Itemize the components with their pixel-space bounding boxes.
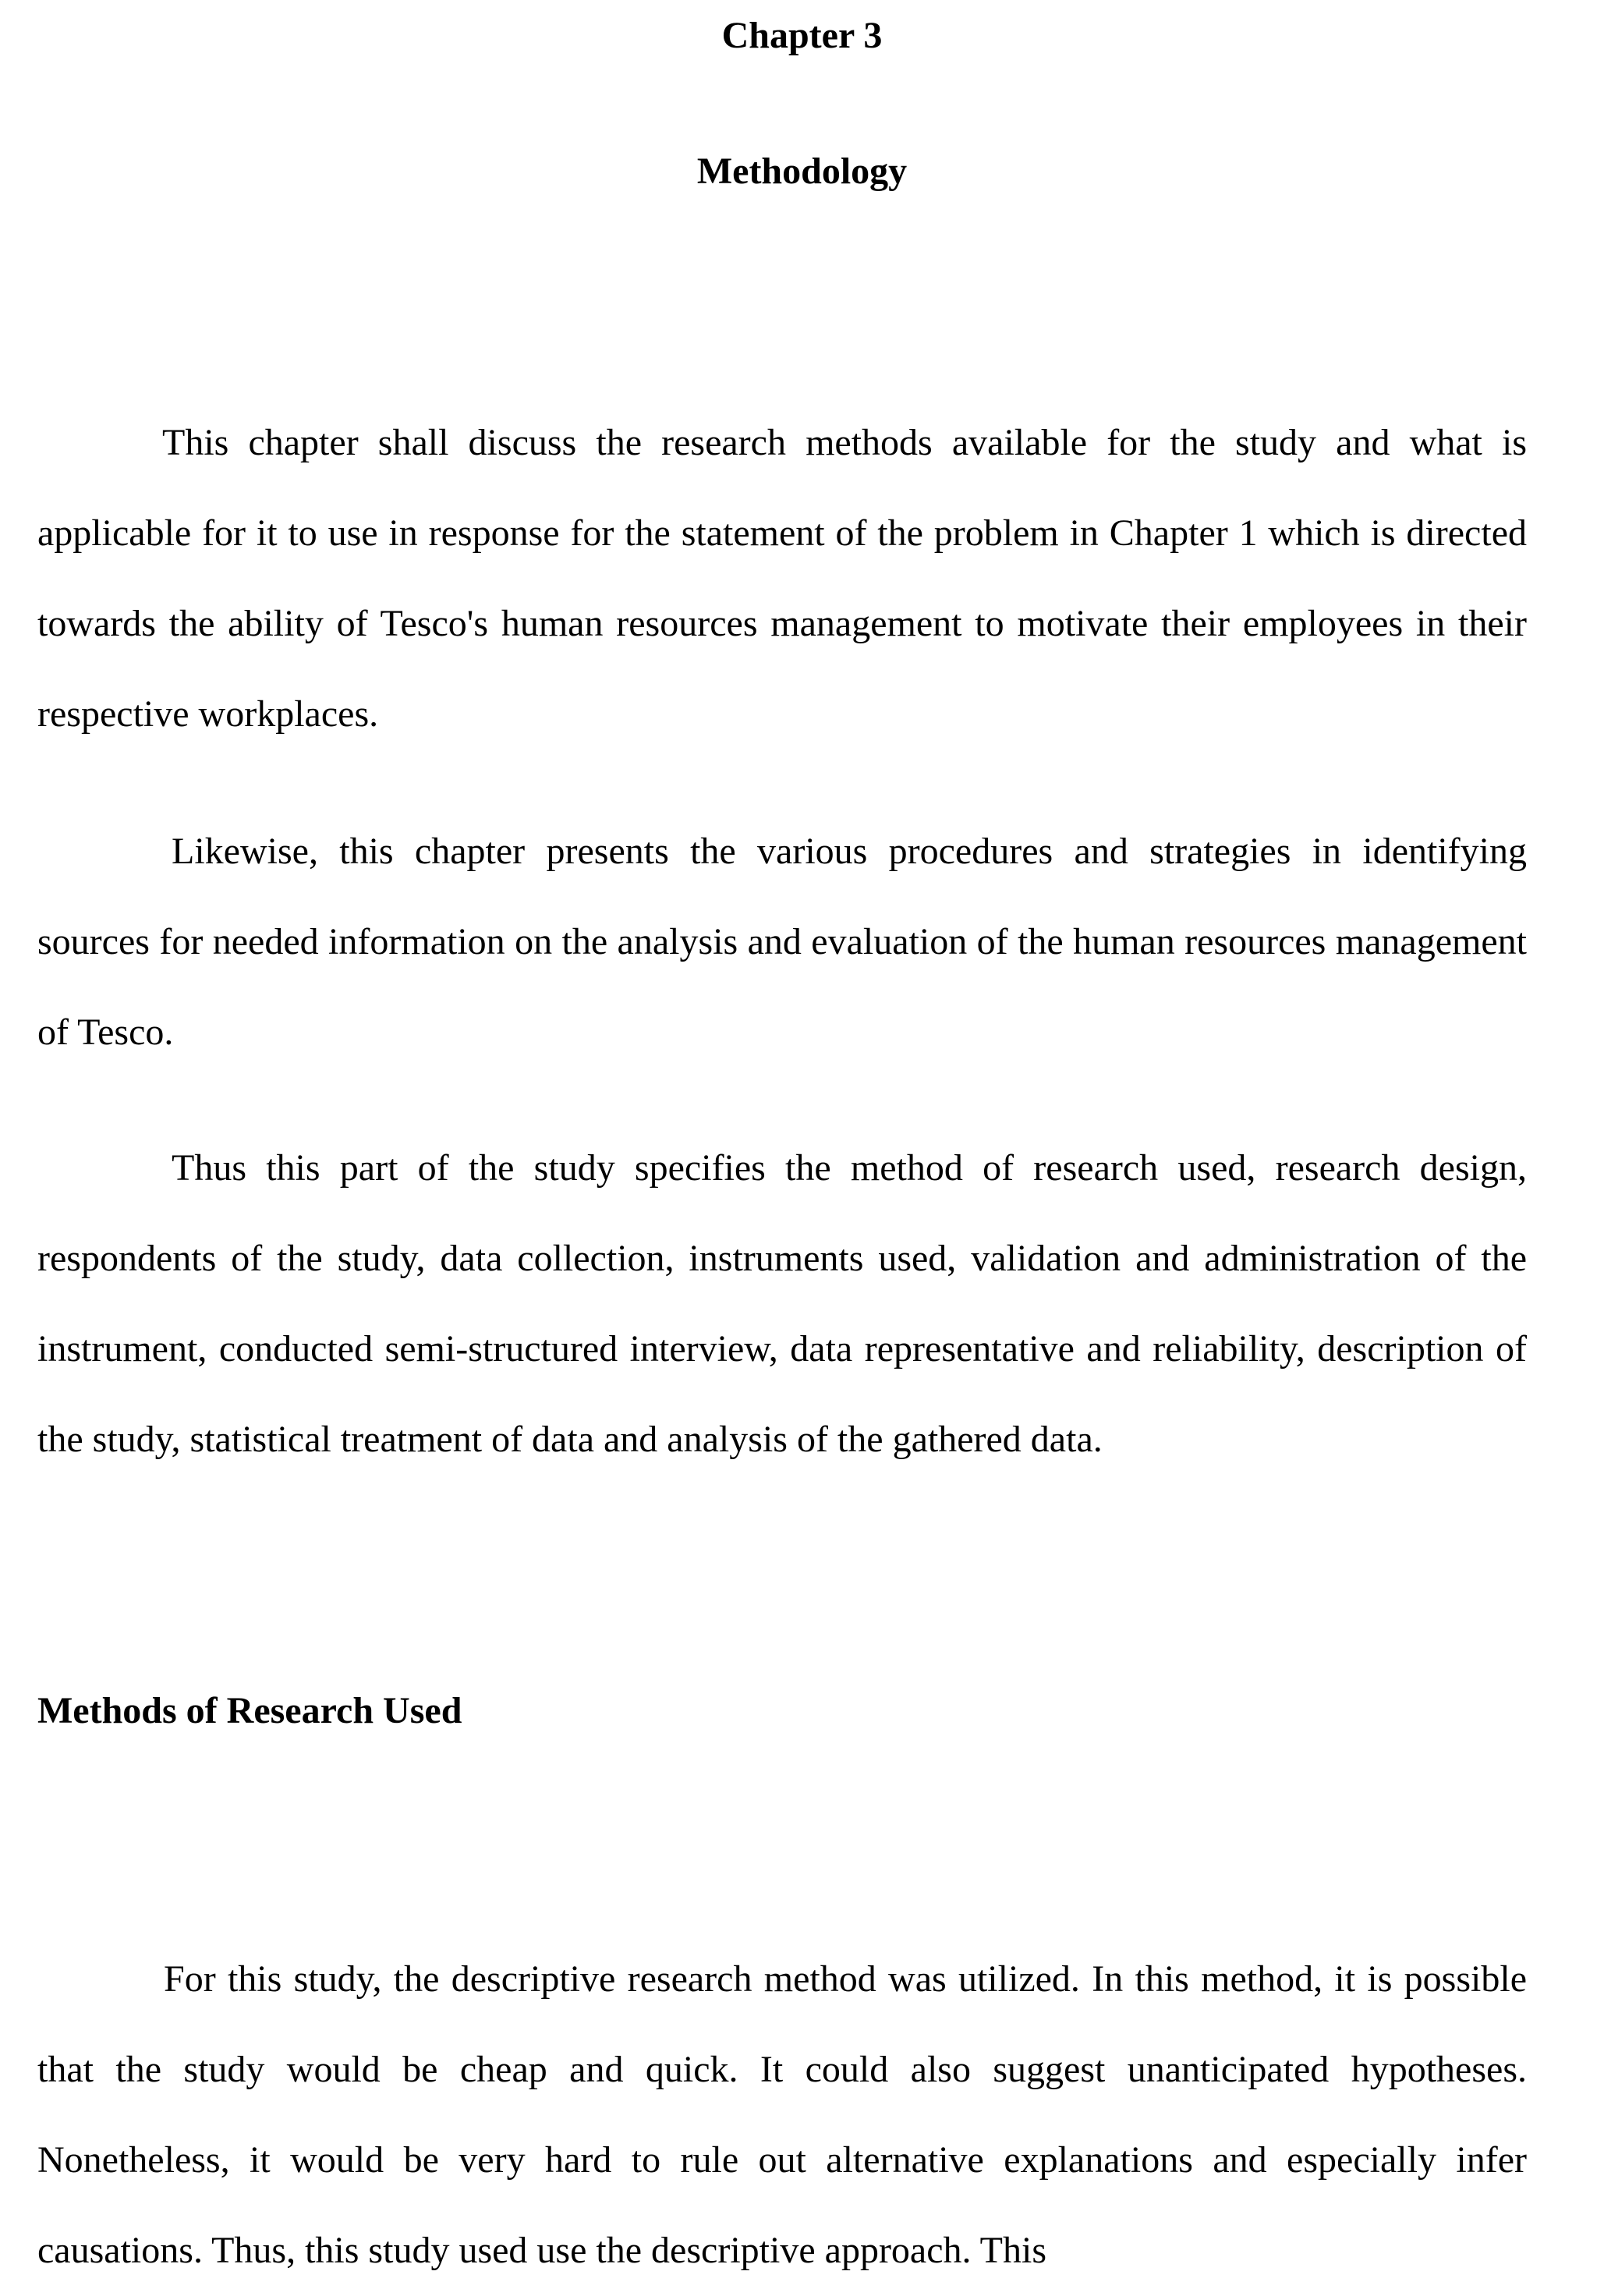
- paragraph-intro: This chapter shall discuss the research methods available for the study and what is applicable for it to use in response for the statement of the problem in Chapter 1 which is directed towards the ability of Tesco's human resources management to motivate their employees in their respective workplaces.: [37, 422, 1527, 735]
- paragraph-methods: For this study, the descriptive research method was utilized. In this method, it is possible that the study would be cheap and quick. It could also suggest unanticipated hypotheses. Nonetheless, it would be very hard to rule out alternative explanations and especially infer causations. Thus, this study used use the descriptive approach. This: [37, 1958, 1527, 2271]
- paragraph-procedures: Likewise, this chapter presents the various procedures and strategies in identifying sources for needed information on the analysis and evaluation of the human resources management of Tesco.: [37, 831, 1527, 1053]
- chapter-label: Chapter 3: [721, 15, 883, 56]
- paragraph-scope: Thus this part of the study specifies the method of research used, research design, respondents of the study, data collection, instruments used, validation and administration of the instrument, conducted semi-structured interview, data representative and reliability, description of the study, statistical treatment of data and analysis of the gathered data.: [37, 1147, 1527, 1460]
- section-heading: Methods of Research Used: [37, 1690, 462, 1731]
- chapter-title: Methodology: [696, 151, 908, 192]
